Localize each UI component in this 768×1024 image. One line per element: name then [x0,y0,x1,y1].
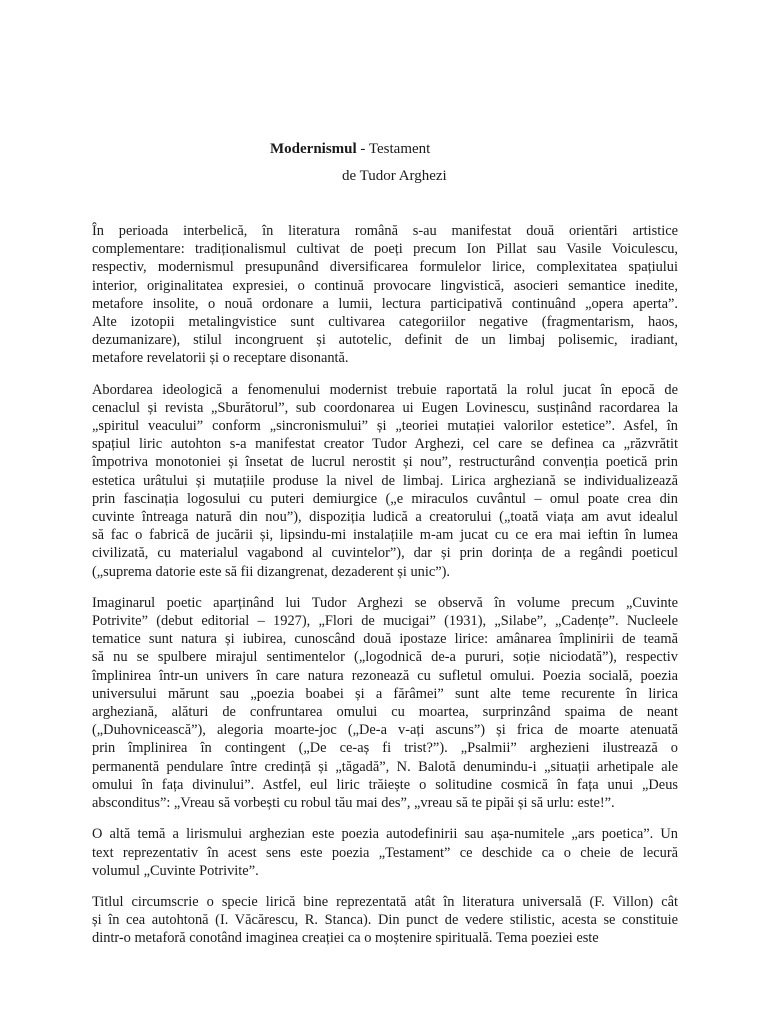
paragraph-line: cenaclul și revista „Sburătorul”, sub coordonarea ui Eugen Lovinescu, susținând racordarea la [92,399,678,416]
paragraph-line: prin fascinația logosului cu puteri demiurgice („e miraculos cuvântul – omul poate crea din [92,490,678,507]
paragraph-line: Titlul circumscrie o specie lirică bine reprezentată atât în literatura universală (F. Villon) cât [92,893,678,910]
paragraph-line: spațiul liric autohton s-a manifestat creator Tudor Arghezi, cel care se definea ca „răzvrătit [92,436,678,453]
paragraph-line: volumul „Cuvinte Potrivite”. [92,862,259,879]
paragraph-line: cuvinte întreaga natură din nou”), dispoziția ludică a creatorului („toată viața am avut idealul [92,509,678,526]
paragraph-line: și în cea autohtonă (I. Văcărescu, R. Stanca). Din punct de vedere stilistic, acesta se constituie [92,912,678,929]
paragraph-line: argheziană, alături de confruntarea omului cu moartea, surprinzând spaima de neant [92,704,678,721]
paragraph-line: dintr-o metaforă conotând imaginea creației ca o moștenire spirituală. Tema poeziei este [92,930,599,947]
title-bold-word: Modernismul [270,141,357,157]
paragraph-line: („suprema datorie este să fii dizangrenat, dezaderent și unic”). [92,563,450,580]
paragraph-line: O altă temă a lirismului arghezian este poezia autodefinirii sau așa-numitele „ars poetica”. Un [92,826,678,843]
paragraph-line: complementare: tradiționalismul cultivat de poeți precum Ion Pillat sau Vasile Voiculescu, [92,241,678,258]
document-title [270,139,430,159]
paragraph-line: împotriva monotoniei și însetat de lucrul nerostit și nou”, restructurând convenția poetică prin [92,454,678,471]
document-author: de Tudor Arghezi [342,168,447,184]
paragraph-line: Potrivite” (debut editorial – 1927), „Flori de mucigai” (1931), „Silabe”, „Cadențe”. Nucleele [92,613,678,630]
paragraph-1 [92,222,678,368]
paragraph-line: împlinirea într-un univers în care natura rezonează cu sufletul omului. Poezia socială, poezia [92,667,678,684]
paragraph-line: text reprezentativ în acest sens este poezia „Testament” ce deschide ca o cheie de lecură [92,844,678,861]
paragraph-line: Abordarea ideologică a fenomenului modernist trebuie raportată la rolul jucat în epocă de [92,381,678,398]
paragraph-line: omului în fața divinului”. Astfel, eul liric trăiește o solitudine cosmică în fața unui „Deus [92,776,678,793]
paragraph-line: universului mărunt sau „poezia boabei și a fărâmei” sunt alte teme recurente în lirica [92,685,678,702]
paragraph-line: („Duhovnicească”), alegoria moarte-joc („De-a v-ați ascuns”) și frica de moarte atenuată [92,722,678,739]
paragraph-line: absconditus”: „Vreau să vorbești cu robul tău mai des”, „vreau să te pipăi și să urlu: este!”. [92,795,615,812]
paragraph-line: să fac o fabrică de jucării și, lipsindu-mi instalațiile m-am jucat cu ce era mai ieftin în lumea [92,527,678,544]
paragraph-line: În perioada interbelică, în literatura română s-au manifestat două orientări artistice [92,223,678,239]
paragraph-line: permanentă pendulare între credință și „tăgadă”, N. Balotă denumindu-i „situații arhetipale ale [92,758,678,775]
paragraph-line: estetica urâtului și mutațiile produse la nivel de limbaj. Lirica argheziană se individualizează [92,472,678,489]
paragraph-line: metafore insolite, o nouă ordonare a lumii, lectura participativă continuând „opera aperta”. [92,295,678,312]
paragraph-line: dezumanizare), stilul incongruent și autotelic, definit de un limbaj polisemic, iradiant, [92,332,678,349]
paragraph-line: civilizată, cu materialul vagabond al cuvintelor”), dar și prin dorința de a regândi poeticul [92,545,678,562]
paragraph-3 [92,594,678,812]
paragraph-line: să nu se spulbere mirajul sentimentelor („logodnică de-a pururi, soție niciodată”), respectiv [92,649,678,666]
paragraph-2 [92,381,678,581]
paragraph-line: interior, originalitatea expresiei, o continuă provocare lingvistică, asocieri semantice inedite, [92,277,678,294]
paragraph-line: respectiv, modernismul presupunând diversificarea formulelor lirice, complexitatea spațiului [92,259,678,276]
paragraph-line: Imaginarul poetic aparținând lui Tudor Arghezi se observă în volume precum „Cuvinte [92,594,678,611]
paragraph-5 [92,893,678,948]
document-body [92,222,678,961]
paragraph-line: „spiritul veacului” conform „sincronismului” și „teoriei mutației valorilor estetice”. Asfel, în [92,418,678,435]
paragraph-line: tematice sunt natura și iubirea, cunoscând două ipostaze lirice: amânarea împlinirii de teamă [92,631,678,648]
paragraph-line: prin împlinirea în contingent („De ce-aș fi trist?”). „Psalmii” arghezieni ilustrează o [92,740,678,757]
paragraph-line: metafore revelatorii și o receptare disonantă. [92,350,349,367]
paragraph-4 [92,825,678,880]
title-subtitle: - Testament [356,141,431,157]
paragraph-line: Alte izotopii metalingvistice sunt cultivarea categoriilor negative (fragmentarism, haos, [92,314,678,331]
